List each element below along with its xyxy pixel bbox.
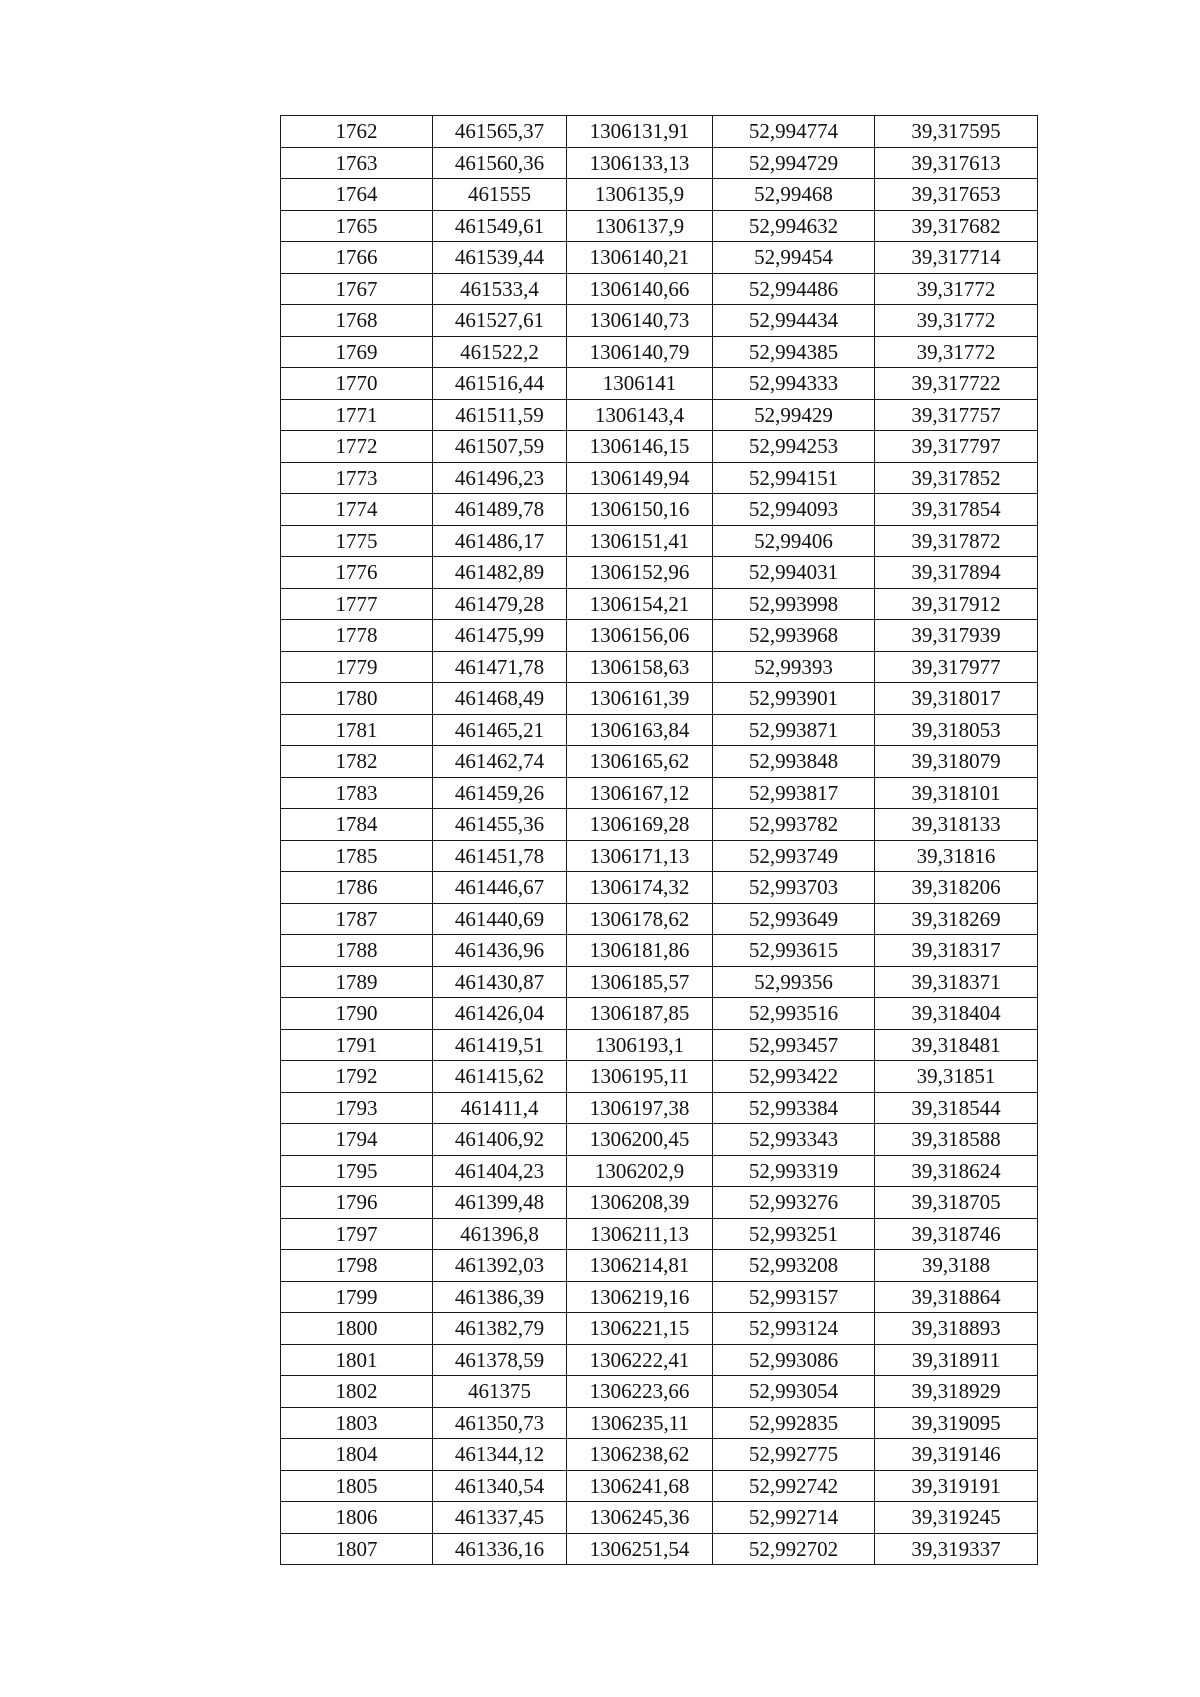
x-coordinate-cell: 461539,44 <box>433 242 567 274</box>
table-row <box>281 588 1038 620</box>
latitude-cell: 52,99406 <box>713 525 875 557</box>
latitude-cell: 52,993384 <box>713 1092 875 1124</box>
longitude-cell: 39,318864 <box>875 1281 1038 1313</box>
x-coordinate-cell: 461406,92 <box>433 1124 567 1156</box>
latitude-cell: 52,993319 <box>713 1155 875 1187</box>
y-coordinate-cell: 1306140,66 <box>567 273 713 305</box>
table-row <box>281 746 1038 778</box>
longitude-cell: 39,318133 <box>875 809 1038 841</box>
point-number-cell: 1787 <box>281 903 433 935</box>
longitude-cell: 39,318371 <box>875 966 1038 998</box>
x-coordinate-cell: 461446,67 <box>433 872 567 904</box>
longitude-cell: 39,319095 <box>875 1407 1038 1439</box>
y-coordinate-cell: 1306143,4 <box>567 399 713 431</box>
table-row <box>281 1439 1038 1471</box>
x-coordinate-cell: 461482,89 <box>433 557 567 589</box>
x-coordinate-cell: 461344,12 <box>433 1439 567 1471</box>
longitude-cell: 39,318101 <box>875 777 1038 809</box>
y-coordinate-cell: 1306140,73 <box>567 305 713 337</box>
longitude-cell: 39,317757 <box>875 399 1038 431</box>
latitude-cell: 52,993968 <box>713 620 875 652</box>
longitude-cell: 39,318053 <box>875 714 1038 746</box>
latitude-cell: 52,993749 <box>713 840 875 872</box>
y-coordinate-cell: 1306195,11 <box>567 1061 713 1093</box>
point-number-cell: 1769 <box>281 336 433 368</box>
point-number-cell: 1785 <box>281 840 433 872</box>
point-number-cell: 1792 <box>281 1061 433 1093</box>
table-row <box>281 1155 1038 1187</box>
x-coordinate-cell: 461507,59 <box>433 431 567 463</box>
x-coordinate-cell: 461396,8 <box>433 1218 567 1250</box>
table-row <box>281 777 1038 809</box>
x-coordinate-cell: 461399,48 <box>433 1187 567 1219</box>
coordinates-table <box>280 115 1038 1565</box>
point-number-cell: 1804 <box>281 1439 433 1471</box>
table-row <box>281 336 1038 368</box>
x-coordinate-cell: 461430,87 <box>433 966 567 998</box>
longitude-cell: 39,3188 <box>875 1250 1038 1282</box>
longitude-cell: 39,31816 <box>875 840 1038 872</box>
y-coordinate-cell: 1306169,28 <box>567 809 713 841</box>
point-number-cell: 1786 <box>281 872 433 904</box>
x-coordinate-cell: 461336,16 <box>433 1533 567 1565</box>
point-number-cell: 1768 <box>281 305 433 337</box>
point-number-cell: 1778 <box>281 620 433 652</box>
longitude-cell: 39,318079 <box>875 746 1038 778</box>
point-number-cell: 1781 <box>281 714 433 746</box>
latitude-cell: 52,992775 <box>713 1439 875 1471</box>
point-number-cell: 1783 <box>281 777 433 809</box>
longitude-cell: 39,317854 <box>875 494 1038 526</box>
y-coordinate-cell: 1306152,96 <box>567 557 713 589</box>
point-number-cell: 1784 <box>281 809 433 841</box>
table-row <box>281 1281 1038 1313</box>
table-row <box>281 1313 1038 1345</box>
latitude-cell: 52,992742 <box>713 1470 875 1502</box>
table-row <box>281 525 1038 557</box>
longitude-cell: 39,317939 <box>875 620 1038 652</box>
x-coordinate-cell: 461527,61 <box>433 305 567 337</box>
x-coordinate-cell: 461350,73 <box>433 1407 567 1439</box>
point-number-cell: 1775 <box>281 525 433 557</box>
latitude-cell: 52,993871 <box>713 714 875 746</box>
latitude-cell: 52,993817 <box>713 777 875 809</box>
longitude-cell: 39,318746 <box>875 1218 1038 1250</box>
y-coordinate-cell: 1306141 <box>567 368 713 400</box>
table-row <box>281 1376 1038 1408</box>
x-coordinate-cell: 461459,26 <box>433 777 567 809</box>
x-coordinate-cell: 461340,54 <box>433 1470 567 1502</box>
point-number-cell: 1791 <box>281 1029 433 1061</box>
point-number-cell: 1765 <box>281 210 433 242</box>
longitude-cell: 39,317977 <box>875 651 1038 683</box>
longitude-cell: 39,317682 <box>875 210 1038 242</box>
x-coordinate-cell: 461426,04 <box>433 998 567 1030</box>
point-number-cell: 1801 <box>281 1344 433 1376</box>
latitude-cell: 52,992835 <box>713 1407 875 1439</box>
longitude-cell: 39,317894 <box>875 557 1038 589</box>
latitude-cell: 52,99468 <box>713 179 875 211</box>
point-number-cell: 1766 <box>281 242 433 274</box>
x-coordinate-cell: 461549,61 <box>433 210 567 242</box>
latitude-cell: 52,994434 <box>713 305 875 337</box>
y-coordinate-cell: 1306135,9 <box>567 179 713 211</box>
x-coordinate-cell: 461436,96 <box>433 935 567 967</box>
table-row <box>281 809 1038 841</box>
latitude-cell: 52,994093 <box>713 494 875 526</box>
y-coordinate-cell: 1306151,41 <box>567 525 713 557</box>
latitude-cell: 52,994774 <box>713 116 875 148</box>
point-number-cell: 1790 <box>281 998 433 1030</box>
table-row <box>281 903 1038 935</box>
latitude-cell: 52,992702 <box>713 1533 875 1565</box>
y-coordinate-cell: 1306156,06 <box>567 620 713 652</box>
table-row <box>281 1218 1038 1250</box>
x-coordinate-cell: 461440,69 <box>433 903 567 935</box>
latitude-cell: 52,994031 <box>713 557 875 589</box>
longitude-cell: 39,317714 <box>875 242 1038 274</box>
longitude-cell: 39,318588 <box>875 1124 1038 1156</box>
y-coordinate-cell: 1306251,54 <box>567 1533 713 1565</box>
table-row <box>281 1250 1038 1282</box>
longitude-cell: 39,319146 <box>875 1439 1038 1471</box>
y-coordinate-cell: 1306149,94 <box>567 462 713 494</box>
latitude-cell: 52,994729 <box>713 147 875 179</box>
point-number-cell: 1780 <box>281 683 433 715</box>
x-coordinate-cell: 461375 <box>433 1376 567 1408</box>
point-number-cell: 1805 <box>281 1470 433 1502</box>
longitude-cell: 39,317613 <box>875 147 1038 179</box>
latitude-cell: 52,99454 <box>713 242 875 274</box>
point-number-cell: 1771 <box>281 399 433 431</box>
latitude-cell: 52,993782 <box>713 809 875 841</box>
point-number-cell: 1773 <box>281 462 433 494</box>
y-coordinate-cell: 1306178,62 <box>567 903 713 935</box>
latitude-cell: 52,99356 <box>713 966 875 998</box>
x-coordinate-cell: 461560,36 <box>433 147 567 179</box>
table-row <box>281 557 1038 589</box>
x-coordinate-cell: 461522,2 <box>433 336 567 368</box>
x-coordinate-cell: 461486,17 <box>433 525 567 557</box>
table-row <box>281 147 1038 179</box>
x-coordinate-cell: 461533,4 <box>433 273 567 305</box>
y-coordinate-cell: 1306131,91 <box>567 116 713 148</box>
x-coordinate-cell: 461489,78 <box>433 494 567 526</box>
longitude-cell: 39,318404 <box>875 998 1038 1030</box>
point-number-cell: 1798 <box>281 1250 433 1282</box>
y-coordinate-cell: 1306161,39 <box>567 683 713 715</box>
y-coordinate-cell: 1306214,81 <box>567 1250 713 1282</box>
latitude-cell: 52,993703 <box>713 872 875 904</box>
table-row <box>281 651 1038 683</box>
latitude-cell: 52,993343 <box>713 1124 875 1156</box>
latitude-cell: 52,993086 <box>713 1344 875 1376</box>
y-coordinate-cell: 1306208,39 <box>567 1187 713 1219</box>
table-row <box>281 242 1038 274</box>
longitude-cell: 39,317722 <box>875 368 1038 400</box>
y-coordinate-cell: 1306238,62 <box>567 1439 713 1471</box>
table-row <box>281 305 1038 337</box>
point-number-cell: 1799 <box>281 1281 433 1313</box>
table-row <box>281 1029 1038 1061</box>
table-row <box>281 714 1038 746</box>
longitude-cell: 39,318929 <box>875 1376 1038 1408</box>
longitude-cell: 39,318624 <box>875 1155 1038 1187</box>
x-coordinate-cell: 461378,59 <box>433 1344 567 1376</box>
table-row <box>281 1124 1038 1156</box>
point-number-cell: 1763 <box>281 147 433 179</box>
latitude-cell: 52,994253 <box>713 431 875 463</box>
table-row <box>281 1502 1038 1534</box>
longitude-cell: 39,31851 <box>875 1061 1038 1093</box>
point-number-cell: 1800 <box>281 1313 433 1345</box>
x-coordinate-cell: 461465,21 <box>433 714 567 746</box>
point-number-cell: 1764 <box>281 179 433 211</box>
y-coordinate-cell: 1306241,68 <box>567 1470 713 1502</box>
latitude-cell: 52,994385 <box>713 336 875 368</box>
latitude-cell: 52,993251 <box>713 1218 875 1250</box>
y-coordinate-cell: 1306202,9 <box>567 1155 713 1187</box>
latitude-cell: 52,993276 <box>713 1187 875 1219</box>
y-coordinate-cell: 1306187,85 <box>567 998 713 1030</box>
longitude-cell: 39,318269 <box>875 903 1038 935</box>
table-row <box>281 683 1038 715</box>
x-coordinate-cell: 461419,51 <box>433 1029 567 1061</box>
longitude-cell: 39,317595 <box>875 116 1038 148</box>
point-number-cell: 1762 <box>281 116 433 148</box>
table-row <box>281 840 1038 872</box>
point-number-cell: 1774 <box>281 494 433 526</box>
table-row <box>281 273 1038 305</box>
latitude-cell: 52,993208 <box>713 1250 875 1282</box>
table-row <box>281 494 1038 526</box>
table-row <box>281 368 1038 400</box>
table-row <box>281 462 1038 494</box>
table-row <box>281 210 1038 242</box>
latitude-cell: 52,993457 <box>713 1029 875 1061</box>
longitude-cell: 39,318481 <box>875 1029 1038 1061</box>
x-coordinate-cell: 461565,37 <box>433 116 567 148</box>
x-coordinate-cell: 461455,36 <box>433 809 567 841</box>
longitude-cell: 39,318705 <box>875 1187 1038 1219</box>
y-coordinate-cell: 1306221,15 <box>567 1313 713 1345</box>
table-row <box>281 399 1038 431</box>
latitude-cell: 52,993054 <box>713 1376 875 1408</box>
x-coordinate-cell: 461392,03 <box>433 1250 567 1282</box>
y-coordinate-cell: 1306158,63 <box>567 651 713 683</box>
x-coordinate-cell: 461516,44 <box>433 368 567 400</box>
latitude-cell: 52,994632 <box>713 210 875 242</box>
y-coordinate-cell: 1306140,79 <box>567 336 713 368</box>
y-coordinate-cell: 1306219,16 <box>567 1281 713 1313</box>
latitude-cell: 52,993422 <box>713 1061 875 1093</box>
point-number-cell: 1807 <box>281 1533 433 1565</box>
longitude-cell: 39,317653 <box>875 179 1038 211</box>
table-row <box>281 1533 1038 1565</box>
table-row <box>281 998 1038 1030</box>
coordinates-table-body <box>281 116 1038 1565</box>
y-coordinate-cell: 1306140,21 <box>567 242 713 274</box>
latitude-cell: 52,993516 <box>713 998 875 1030</box>
longitude-cell: 39,318911 <box>875 1344 1038 1376</box>
latitude-cell: 52,992714 <box>713 1502 875 1534</box>
point-number-cell: 1770 <box>281 368 433 400</box>
point-number-cell: 1767 <box>281 273 433 305</box>
longitude-cell: 39,317797 <box>875 431 1038 463</box>
y-coordinate-cell: 1306200,45 <box>567 1124 713 1156</box>
longitude-cell: 39,317872 <box>875 525 1038 557</box>
point-number-cell: 1794 <box>281 1124 433 1156</box>
latitude-cell: 52,994151 <box>713 462 875 494</box>
table-row <box>281 431 1038 463</box>
x-coordinate-cell: 461511,59 <box>433 399 567 431</box>
x-coordinate-cell: 461462,74 <box>433 746 567 778</box>
longitude-cell: 39,318893 <box>875 1313 1038 1345</box>
x-coordinate-cell: 461471,78 <box>433 651 567 683</box>
longitude-cell: 39,31772 <box>875 305 1038 337</box>
point-number-cell: 1779 <box>281 651 433 683</box>
point-number-cell: 1782 <box>281 746 433 778</box>
x-coordinate-cell: 461496,23 <box>433 462 567 494</box>
point-number-cell: 1772 <box>281 431 433 463</box>
y-coordinate-cell: 1306133,13 <box>567 147 713 179</box>
latitude-cell: 52,99429 <box>713 399 875 431</box>
y-coordinate-cell: 1306174,32 <box>567 872 713 904</box>
y-coordinate-cell: 1306223,66 <box>567 1376 713 1408</box>
y-coordinate-cell: 1306167,12 <box>567 777 713 809</box>
latitude-cell: 52,99393 <box>713 651 875 683</box>
latitude-cell: 52,993649 <box>713 903 875 935</box>
longitude-cell: 39,317852 <box>875 462 1038 494</box>
longitude-cell: 39,318544 <box>875 1092 1038 1124</box>
y-coordinate-cell: 1306181,86 <box>567 935 713 967</box>
point-number-cell: 1788 <box>281 935 433 967</box>
table-row <box>281 935 1038 967</box>
longitude-cell: 39,318017 <box>875 683 1038 715</box>
latitude-cell: 52,993615 <box>713 935 875 967</box>
y-coordinate-cell: 1306197,38 <box>567 1092 713 1124</box>
y-coordinate-cell: 1306137,9 <box>567 210 713 242</box>
table-row <box>281 1407 1038 1439</box>
table-row <box>281 1187 1038 1219</box>
y-coordinate-cell: 1306211,13 <box>567 1218 713 1250</box>
point-number-cell: 1802 <box>281 1376 433 1408</box>
latitude-cell: 52,993998 <box>713 588 875 620</box>
point-number-cell: 1777 <box>281 588 433 620</box>
point-number-cell: 1806 <box>281 1502 433 1534</box>
table-row <box>281 1470 1038 1502</box>
y-coordinate-cell: 1306222,41 <box>567 1344 713 1376</box>
latitude-cell: 52,994333 <box>713 368 875 400</box>
point-number-cell: 1796 <box>281 1187 433 1219</box>
table-row <box>281 1344 1038 1376</box>
table-row <box>281 179 1038 211</box>
x-coordinate-cell: 461382,79 <box>433 1313 567 1345</box>
table-row <box>281 1092 1038 1124</box>
y-coordinate-cell: 1306193,1 <box>567 1029 713 1061</box>
x-coordinate-cell: 461468,49 <box>433 683 567 715</box>
latitude-cell: 52,993848 <box>713 746 875 778</box>
table-row <box>281 1061 1038 1093</box>
x-coordinate-cell: 461475,99 <box>433 620 567 652</box>
longitude-cell: 39,31772 <box>875 273 1038 305</box>
latitude-cell: 52,994486 <box>713 273 875 305</box>
x-coordinate-cell: 461386,39 <box>433 1281 567 1313</box>
y-coordinate-cell: 1306146,15 <box>567 431 713 463</box>
longitude-cell: 39,319191 <box>875 1470 1038 1502</box>
y-coordinate-cell: 1306150,16 <box>567 494 713 526</box>
point-number-cell: 1797 <box>281 1218 433 1250</box>
y-coordinate-cell: 1306245,36 <box>567 1502 713 1534</box>
point-number-cell: 1789 <box>281 966 433 998</box>
latitude-cell: 52,993901 <box>713 683 875 715</box>
y-coordinate-cell: 1306154,21 <box>567 588 713 620</box>
longitude-cell: 39,317912 <box>875 588 1038 620</box>
point-number-cell: 1776 <box>281 557 433 589</box>
table-row <box>281 966 1038 998</box>
longitude-cell: 39,319245 <box>875 1502 1038 1534</box>
x-coordinate-cell: 461555 <box>433 179 567 211</box>
longitude-cell: 39,319337 <box>875 1533 1038 1565</box>
y-coordinate-cell: 1306185,57 <box>567 966 713 998</box>
table-row <box>281 872 1038 904</box>
latitude-cell: 52,993157 <box>713 1281 875 1313</box>
point-number-cell: 1795 <box>281 1155 433 1187</box>
point-number-cell: 1793 <box>281 1092 433 1124</box>
x-coordinate-cell: 461479,28 <box>433 588 567 620</box>
table-row <box>281 116 1038 148</box>
longitude-cell: 39,318317 <box>875 935 1038 967</box>
point-number-cell: 1803 <box>281 1407 433 1439</box>
x-coordinate-cell: 461404,23 <box>433 1155 567 1187</box>
x-coordinate-cell: 461337,45 <box>433 1502 567 1534</box>
y-coordinate-cell: 1306235,11 <box>567 1407 713 1439</box>
x-coordinate-cell: 461411,4 <box>433 1092 567 1124</box>
y-coordinate-cell: 1306171,13 <box>567 840 713 872</box>
y-coordinate-cell: 1306165,62 <box>567 746 713 778</box>
longitude-cell: 39,31772 <box>875 336 1038 368</box>
longitude-cell: 39,318206 <box>875 872 1038 904</box>
y-coordinate-cell: 1306163,84 <box>567 714 713 746</box>
x-coordinate-cell: 461451,78 <box>433 840 567 872</box>
latitude-cell: 52,993124 <box>713 1313 875 1345</box>
table-row <box>281 620 1038 652</box>
x-coordinate-cell: 461415,62 <box>433 1061 567 1093</box>
